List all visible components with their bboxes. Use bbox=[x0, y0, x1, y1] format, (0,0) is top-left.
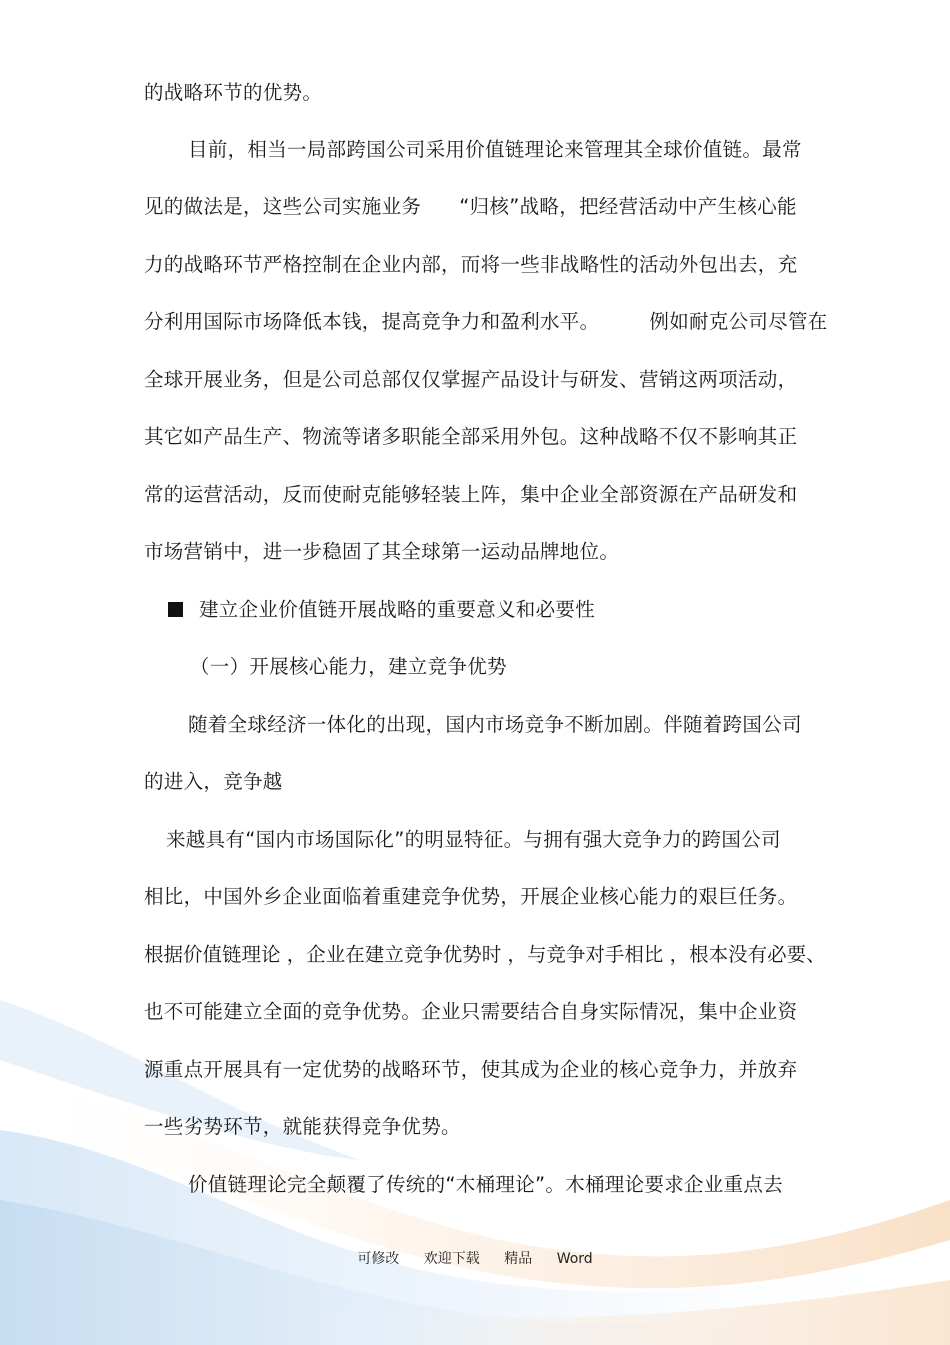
paragraph-text: 见的做法是，这些公司实施业务 bbox=[144, 195, 422, 218]
paragraph-line: 一些劣势环节，就能获得竞争优势。 bbox=[144, 1115, 461, 1138]
paragraph-text: 分利用国际市场降低本钱，提高竞争力和盈利水平。 bbox=[144, 310, 600, 333]
section-heading-text: 建立企业价值链开展战略的重要意义和必要性 bbox=[199, 598, 596, 621]
paragraph-line bbox=[144, 194, 797, 220]
paragraph-line: 也不可能建立全面的竞争优势。企业只需要结合自身实际情况，集中企业资 bbox=[144, 1000, 798, 1023]
paragraph-line: 的战略环节的优势。 bbox=[144, 81, 323, 104]
footer-text: 可修改 bbox=[357, 1251, 400, 1267]
paragraph-line bbox=[144, 309, 828, 335]
paragraph-text: 例如耐克公司尽管在 bbox=[649, 310, 828, 333]
paragraph-line: 其它如产品生产、物流等诸多职能全部采用外包。这种战略不仅不影响其正 bbox=[144, 425, 798, 448]
paragraph-line: 常的运营活动，反而使耐克能够轻装上阵，集中企业全部资源在产品研发和 bbox=[144, 483, 798, 506]
paragraph-line: 目前，相当一局部跨国公司采用价值链理论来管理其全球价值链。最常 bbox=[188, 138, 802, 161]
paragraph-line: 的进入，竞争越 bbox=[144, 770, 283, 793]
footer-text: 精品 bbox=[504, 1251, 533, 1267]
page-footer bbox=[0, 1249, 950, 1269]
section-heading bbox=[168, 597, 595, 623]
paragraph-line: 随着全球经济一体化的出现，国内市场竞争不断加剧。伴随着跨国公司 bbox=[188, 713, 802, 736]
footer-text: Word bbox=[556, 1251, 593, 1267]
paragraph-line: 根据价值链理论 ，企业在建立竞争优势时 ，与竞争对手相比 ，根本没有必要、 bbox=[144, 943, 826, 966]
paragraph-line: 力的战略环节严格控制在企业内部，而将一些非战略性的活动外包出去，充 bbox=[144, 253, 798, 276]
paragraph-line: 价值链理论完全颠覆了传统的“木桶理论”。木桶理论要求企业重点去 bbox=[188, 1173, 784, 1196]
subsection-heading: （一）开展核心能力，建立竞争优势 bbox=[190, 655, 507, 678]
paragraph-line: 市场营销中，进一步稳固了其全球第一运动品牌地位。 bbox=[144, 540, 620, 563]
paragraph-line: 全球开展业务，但是公司总部仅仅掌握产品设计与研发、营销这两项活动， bbox=[144, 368, 798, 391]
paragraph-text: “归核”战略，把经营活动中产生核心能 bbox=[459, 195, 797, 218]
paragraph-line: 源重点开展具有一定优势的战略环节，使其成为企业的核心竞争力，并放弃 bbox=[144, 1058, 798, 1081]
paragraph-line: 来越具有“国内市场国际化”的明显特征。与拥有强大竞争力的跨国公司 bbox=[166, 828, 781, 851]
paragraph-line: 相比，中国外乡企业面临着重建竞争优势，开展企业核心能力的艰巨任务。 bbox=[144, 885, 798, 908]
footer-text: 欢迎下载 bbox=[423, 1251, 480, 1267]
square-bullet-icon bbox=[168, 602, 183, 617]
